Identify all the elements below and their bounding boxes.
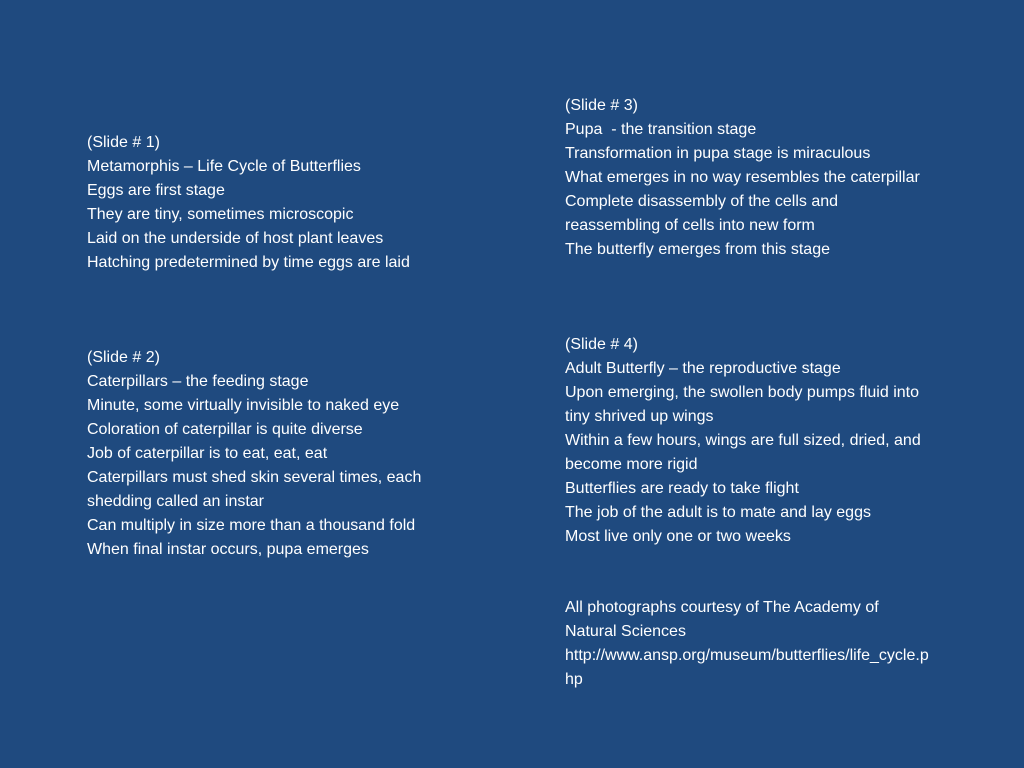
slide-3-notes xyxy=(565,94,925,262)
slide-2-line: Minute, some virtually invisible to naked eye xyxy=(87,397,400,414)
slide-2-heading: (Slide # 2) xyxy=(87,349,160,366)
slide-1-notes xyxy=(87,131,437,275)
photo-credit-text: All photographs courtesy of The Academy of Natural Sciences xyxy=(565,599,879,640)
photo-credit xyxy=(565,596,930,692)
slide-4-line: Within a few hours, wings are full sized, dried, and become more rigid xyxy=(565,432,921,473)
slide-1-line: Eggs are first stage xyxy=(87,182,225,199)
slide-4-line: Most live only one or two weeks xyxy=(565,528,791,545)
slide-2-line: Can multiply in size more than a thousand fold xyxy=(87,517,416,534)
slide-3-line: What emerges in no way resembles the caterpillar xyxy=(565,169,920,186)
slide-3-line: Pupa - the transition stage xyxy=(565,121,757,138)
slide-1-line: Hatching predetermined by time eggs are laid xyxy=(87,254,410,271)
slide-2-line: Job of caterpillar is to eat, eat, eat xyxy=(87,445,328,462)
slide-1-heading: (Slide # 1) xyxy=(87,134,160,151)
slide-4-line: Adult Butterfly – the reproductive stage xyxy=(565,360,841,377)
slide-2-notes xyxy=(87,346,457,562)
slide-2-line: Caterpillars – the feeding stage xyxy=(87,373,309,390)
slide-4-line: Butterflies are ready to take flight xyxy=(565,480,799,497)
slide-1-line: Metamorphis – Life Cycle of Butterflies xyxy=(87,158,361,175)
slide-4-line: Upon emerging, the swollen body pumps fluid into tiny shrived up wings xyxy=(565,384,919,425)
slide-2-line: Caterpillars must shed skin several times, each shedding called an instar xyxy=(87,469,422,510)
slide-4-line: The job of the adult is to mate and lay eggs xyxy=(565,504,871,521)
slide-4-heading: (Slide # 4) xyxy=(565,336,638,353)
slide-2-line: When final instar occurs, pupa emerges xyxy=(87,541,369,558)
slide-1-line: Laid on the underside of host plant leaves xyxy=(87,230,384,247)
slide-3-line: Complete disassembly of the cells and reassembling of cells into new form xyxy=(565,193,839,234)
photo-credit-url[interactable]: http://www.ansp.org/museum/butterflies/life_cycle.php xyxy=(565,647,929,688)
slide-1-line: They are tiny, sometimes microscopic xyxy=(87,206,354,223)
slide-2-line: Coloration of caterpillar is quite diverse xyxy=(87,421,363,438)
slide-3-line: The butterfly emerges from this stage xyxy=(565,241,830,258)
slide-3-heading: (Slide # 3) xyxy=(565,97,638,114)
slide-3-line: Transformation in pupa stage is miraculous xyxy=(565,145,871,162)
slide-4-notes xyxy=(565,333,925,549)
